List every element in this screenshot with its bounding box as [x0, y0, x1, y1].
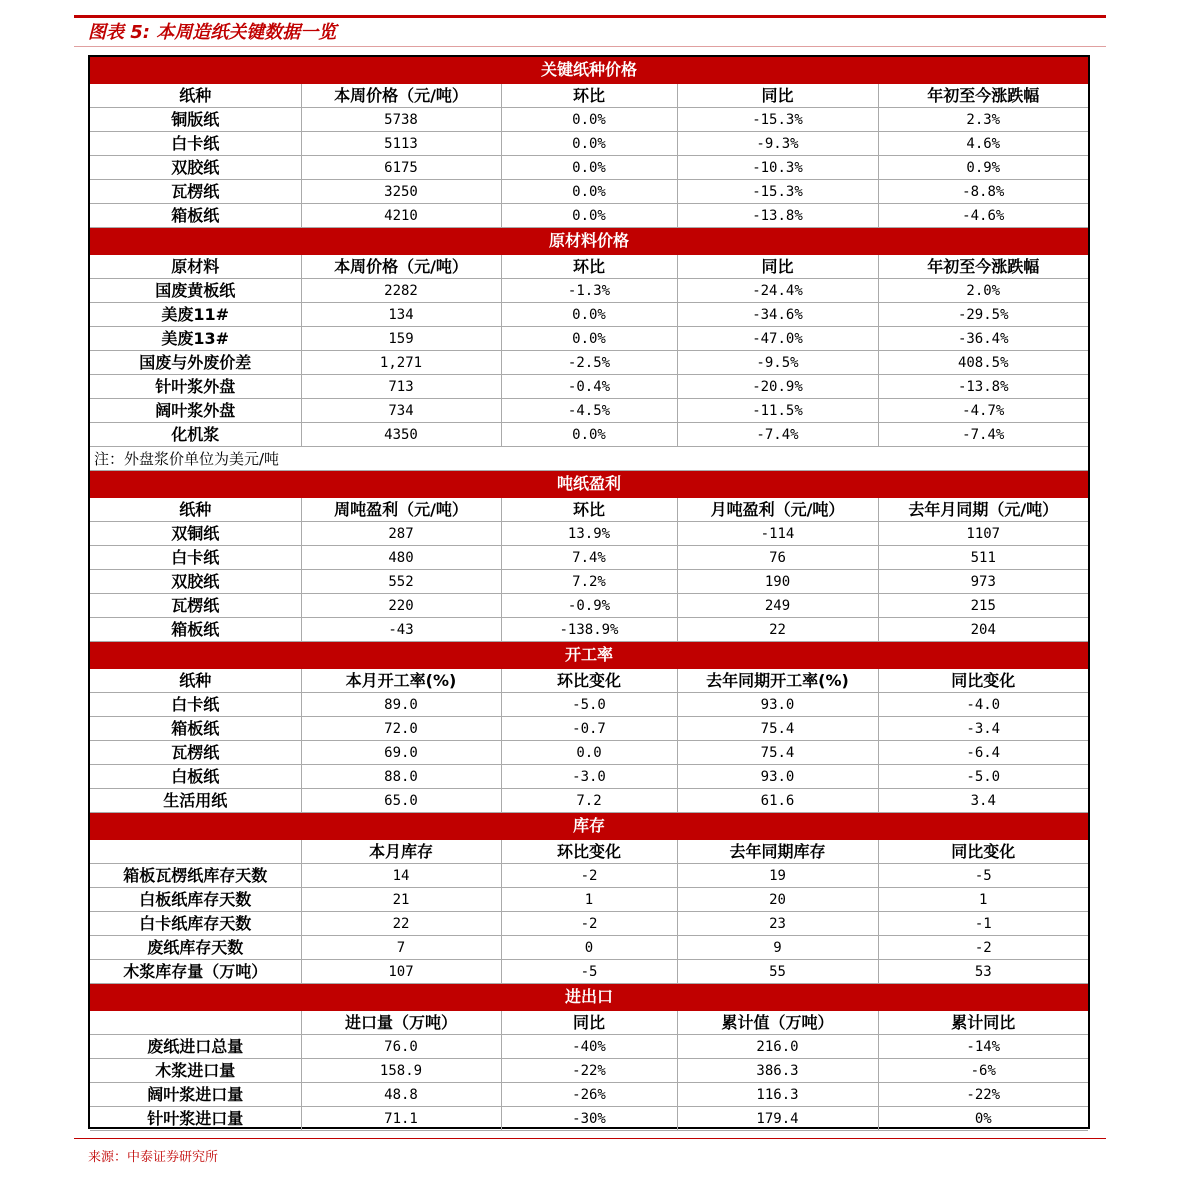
table-cell: 0.0% — [501, 108, 677, 132]
row-label: 白卡纸 — [90, 132, 301, 156]
table-cell: 0.0% — [501, 423, 677, 447]
row-label: 国废黄板纸 — [90, 279, 301, 303]
column-header: 去年同期库存 — [677, 840, 878, 864]
table-cell: -15.3% — [677, 180, 878, 204]
table-cell: 204 — [878, 618, 1088, 642]
table-row — [90, 279, 1088, 303]
row-label: 国废与外废价差 — [90, 351, 301, 375]
row-label: 针叶浆进口量 — [90, 1107, 301, 1131]
section-header-row — [90, 642, 1088, 669]
row-label: 瓦楞纸 — [90, 180, 301, 204]
section-title: 开工率 — [90, 642, 1088, 669]
title-underline — [74, 46, 1106, 47]
column-header: 同比变化 — [878, 840, 1088, 864]
row-label: 白板纸 — [90, 765, 301, 789]
table-cell: 55 — [677, 960, 878, 984]
row-label: 白卡纸库存天数 — [90, 912, 301, 936]
table-cell: 107 — [301, 960, 501, 984]
table-cell: 7.2 — [501, 789, 677, 813]
table-cell: 22 — [677, 618, 878, 642]
table-cell: 76.0 — [301, 1035, 501, 1059]
row-label: 瓦楞纸 — [90, 594, 301, 618]
column-header: 本月开工率(%) — [301, 669, 501, 693]
row-label: 双胶纸 — [90, 570, 301, 594]
table-row — [90, 204, 1088, 228]
table-cell: 287 — [301, 522, 501, 546]
table-cell: -138.9% — [501, 618, 677, 642]
section-header-row — [90, 984, 1088, 1011]
row-label: 瓦楞纸 — [90, 741, 301, 765]
table-cell: -2 — [501, 864, 677, 888]
column-header: 同比 — [501, 1011, 677, 1035]
table-cell: -6% — [878, 1059, 1088, 1083]
row-label: 双胶纸 — [90, 156, 301, 180]
table-cell: -0.9% — [501, 594, 677, 618]
table-cell: -40% — [501, 1035, 677, 1059]
table-cell: -5 — [878, 864, 1088, 888]
table-cell: 159 — [301, 327, 501, 351]
table-row — [90, 741, 1088, 765]
section-title: 进出口 — [90, 984, 1088, 1011]
column-header: 本月库存 — [301, 840, 501, 864]
table-row — [90, 132, 1088, 156]
table-cell: 53 — [878, 960, 1088, 984]
table-cell: -47.0% — [677, 327, 878, 351]
figure-title: 图表 5: 本周造纸关键数据一览 — [88, 22, 337, 43]
row-label: 美废11# — [90, 303, 301, 327]
table-cell: -2 — [878, 936, 1088, 960]
section-header-row — [90, 57, 1088, 84]
table-cell: 88.0 — [301, 765, 501, 789]
table-row — [90, 423, 1088, 447]
column-header: 环比 — [501, 84, 677, 108]
section-header-row — [90, 813, 1088, 840]
table-cell: 0.0% — [501, 327, 677, 351]
table-row — [90, 351, 1088, 375]
column-header: 环比变化 — [501, 840, 677, 864]
table-cell: -14% — [878, 1035, 1088, 1059]
table-cell: 216.0 — [677, 1035, 878, 1059]
column-header: 月吨盈利（元/吨） — [677, 498, 878, 522]
column-header: 同比 — [677, 255, 878, 279]
table-row — [90, 570, 1088, 594]
row-label: 箱板纸 — [90, 717, 301, 741]
row-label: 针叶浆外盘 — [90, 375, 301, 399]
table-cell: 0.0% — [501, 303, 677, 327]
row-label: 废纸库存天数 — [90, 936, 301, 960]
table-cell: 2.3% — [878, 108, 1088, 132]
table-cell: -34.6% — [677, 303, 878, 327]
column-header: 纸种 — [90, 669, 301, 693]
table-cell: -5.0 — [501, 693, 677, 717]
column-header: 本周价格（元/吨） — [301, 255, 501, 279]
table-cell: 22 — [301, 912, 501, 936]
row-label: 白卡纸 — [90, 546, 301, 570]
column-header: 周吨盈利（元/吨） — [301, 498, 501, 522]
table-cell: -13.8% — [878, 375, 1088, 399]
column-header: 同比 — [677, 84, 878, 108]
key-data-table-body — [90, 57, 1088, 1131]
table-cell: 552 — [301, 570, 501, 594]
column-header-row — [90, 1011, 1088, 1035]
section-title: 库存 — [90, 813, 1088, 840]
column-header: 纸种 — [90, 498, 301, 522]
table-cell: -4.0 — [878, 693, 1088, 717]
table-cell: 2.0% — [878, 279, 1088, 303]
column-header — [90, 1011, 301, 1035]
column-header: 累计值（万吨） — [677, 1011, 878, 1035]
table-cell: 72.0 — [301, 717, 501, 741]
table-cell: 1 — [878, 888, 1088, 912]
table-row — [90, 522, 1088, 546]
table-cell: -8.8% — [878, 180, 1088, 204]
table-cell: -3.0 — [501, 765, 677, 789]
column-header: 环比 — [501, 498, 677, 522]
table-cell: -13.8% — [677, 204, 878, 228]
table-row — [90, 888, 1088, 912]
column-header: 进口量（万吨） — [301, 1011, 501, 1035]
table-cell: 0 — [501, 936, 677, 960]
column-header: 去年月同期（元/吨） — [878, 498, 1088, 522]
table-cell: 7.4% — [501, 546, 677, 570]
column-header: 年初至今涨跌幅 — [878, 84, 1088, 108]
column-header: 环比变化 — [501, 669, 677, 693]
table-cell: 93.0 — [677, 765, 878, 789]
table-cell: -36.4% — [878, 327, 1088, 351]
table-cell: 408.5% — [878, 351, 1088, 375]
table-cell: 973 — [878, 570, 1088, 594]
table-cell: 0% — [878, 1107, 1088, 1131]
row-label: 废纸进口总量 — [90, 1035, 301, 1059]
row-label: 白卡纸 — [90, 693, 301, 717]
table-cell: 734 — [301, 399, 501, 423]
table-cell: -20.9% — [677, 375, 878, 399]
row-label: 木浆进口量 — [90, 1059, 301, 1083]
table-cell: 69.0 — [301, 741, 501, 765]
table-cell: -2.5% — [501, 351, 677, 375]
row-label: 木浆库存量（万吨） — [90, 960, 301, 984]
table-cell: 0.0 — [501, 741, 677, 765]
table-cell: 20 — [677, 888, 878, 912]
column-header: 年初至今涨跌幅 — [878, 255, 1088, 279]
row-label: 箱板瓦楞纸库存天数 — [90, 864, 301, 888]
table-cell: 0.0% — [501, 156, 677, 180]
table-row — [90, 693, 1088, 717]
table-cell: -43 — [301, 618, 501, 642]
table-cell: -0.7 — [501, 717, 677, 741]
table-cell: 158.9 — [301, 1059, 501, 1083]
table-row — [90, 936, 1088, 960]
section-header-row — [90, 471, 1088, 498]
row-label: 箱板纸 — [90, 618, 301, 642]
table-cell: -4.6% — [878, 204, 1088, 228]
table-cell: -11.5% — [677, 399, 878, 423]
row-label: 阔叶浆外盘 — [90, 399, 301, 423]
table-cell: 21 — [301, 888, 501, 912]
table-cell: 1,271 — [301, 351, 501, 375]
table-cell: 14 — [301, 864, 501, 888]
column-header-row — [90, 840, 1088, 864]
note-row — [90, 447, 1088, 471]
table-row — [90, 618, 1088, 642]
column-header: 环比 — [501, 255, 677, 279]
table-cell: 93.0 — [677, 693, 878, 717]
table-cell: 1107 — [878, 522, 1088, 546]
bottom-rule — [74, 1138, 1106, 1139]
column-header: 累计同比 — [878, 1011, 1088, 1035]
table-cell: 19 — [677, 864, 878, 888]
table-cell: 1 — [501, 888, 677, 912]
row-label: 美废13# — [90, 327, 301, 351]
table-cell: 23 — [677, 912, 878, 936]
table-row — [90, 108, 1088, 132]
table-row — [90, 960, 1088, 984]
table-cell: 2282 — [301, 279, 501, 303]
table-cell: 9 — [677, 936, 878, 960]
key-data-table — [90, 57, 1088, 1131]
table-cell: 89.0 — [301, 693, 501, 717]
table-cell: 480 — [301, 546, 501, 570]
column-header-row — [90, 498, 1088, 522]
table-cell: -5 — [501, 960, 677, 984]
table-row — [90, 864, 1088, 888]
source-note: 来源：中泰证券研究所 — [88, 1150, 219, 1165]
table-cell: 220 — [301, 594, 501, 618]
table-row — [90, 375, 1088, 399]
table-cell: 3250 — [301, 180, 501, 204]
table-row — [90, 717, 1088, 741]
row-label: 白板纸库存天数 — [90, 888, 301, 912]
table-cell: -7.4% — [677, 423, 878, 447]
table-row — [90, 789, 1088, 813]
table-row — [90, 1107, 1088, 1131]
table-cell: -15.3% — [677, 108, 878, 132]
table-note: 注：外盘浆价单位为美元/吨 — [90, 447, 1088, 471]
table-cell: -5.0 — [878, 765, 1088, 789]
table-cell: 76 — [677, 546, 878, 570]
table-cell: 116.3 — [677, 1083, 878, 1107]
table-row — [90, 594, 1088, 618]
table-row — [90, 1035, 1088, 1059]
table-cell: 5738 — [301, 108, 501, 132]
table-cell: 4350 — [301, 423, 501, 447]
table-cell: 215 — [878, 594, 1088, 618]
column-header-row — [90, 255, 1088, 279]
table-cell: 75.4 — [677, 741, 878, 765]
row-label: 阔叶浆进口量 — [90, 1083, 301, 1107]
table-row — [90, 546, 1088, 570]
table-cell: 71.1 — [301, 1107, 501, 1131]
table-cell: 13.9% — [501, 522, 677, 546]
table-cell: 7.2% — [501, 570, 677, 594]
table-cell: -1 — [878, 912, 1088, 936]
table-cell: 134 — [301, 303, 501, 327]
table-cell: 65.0 — [301, 789, 501, 813]
table-cell: 5113 — [301, 132, 501, 156]
column-header: 本周价格（元/吨） — [301, 84, 501, 108]
column-header: 纸种 — [90, 84, 301, 108]
section-title: 吨纸盈利 — [90, 471, 1088, 498]
table-cell: 48.8 — [301, 1083, 501, 1107]
table-cell: 61.6 — [677, 789, 878, 813]
table-cell: 713 — [301, 375, 501, 399]
table-cell: -30% — [501, 1107, 677, 1131]
table-cell: -4.7% — [878, 399, 1088, 423]
table-row — [90, 1059, 1088, 1083]
table-cell: 6175 — [301, 156, 501, 180]
table-cell: 0.0% — [501, 132, 677, 156]
column-header-row — [90, 84, 1088, 108]
table-cell: -22% — [501, 1059, 677, 1083]
column-header: 原材料 — [90, 255, 301, 279]
table-row — [90, 399, 1088, 423]
row-label: 生活用纸 — [90, 789, 301, 813]
table-row — [90, 180, 1088, 204]
table-row — [90, 912, 1088, 936]
column-header: 同比变化 — [878, 669, 1088, 693]
table-cell: 179.4 — [677, 1107, 878, 1131]
table-cell: -26% — [501, 1083, 677, 1107]
table-cell: 4210 — [301, 204, 501, 228]
table-cell: -2 — [501, 912, 677, 936]
table-cell: -10.3% — [677, 156, 878, 180]
table-cell: 4.6% — [878, 132, 1088, 156]
table-cell: -0.4% — [501, 375, 677, 399]
table-cell: 75.4 — [677, 717, 878, 741]
table-cell: -29.5% — [878, 303, 1088, 327]
table-row — [90, 765, 1088, 789]
table-row — [90, 156, 1088, 180]
table-cell: 3.4 — [878, 789, 1088, 813]
row-label: 双铜纸 — [90, 522, 301, 546]
table-cell: 0.0% — [501, 204, 677, 228]
table-row — [90, 327, 1088, 351]
section-title: 原材料价格 — [90, 228, 1088, 255]
table-cell: -3.4 — [878, 717, 1088, 741]
table-cell: 190 — [677, 570, 878, 594]
table-row — [90, 1083, 1088, 1107]
table-cell: -9.5% — [677, 351, 878, 375]
table-cell: 7 — [301, 936, 501, 960]
table-cell: 511 — [878, 546, 1088, 570]
table-cell: -4.5% — [501, 399, 677, 423]
row-label: 化机浆 — [90, 423, 301, 447]
table-cell: -7.4% — [878, 423, 1088, 447]
row-label: 铜版纸 — [90, 108, 301, 132]
table-cell: 0.0% — [501, 180, 677, 204]
section-title: 关键纸种价格 — [90, 57, 1088, 84]
table-cell: -22% — [878, 1083, 1088, 1107]
column-header: 去年同期开工率(%) — [677, 669, 878, 693]
table-row — [90, 303, 1088, 327]
table-cell: -1.3% — [501, 279, 677, 303]
table-cell: -24.4% — [677, 279, 878, 303]
column-header-row — [90, 669, 1088, 693]
table-cell: -9.3% — [677, 132, 878, 156]
table-cell: 249 — [677, 594, 878, 618]
table-cell: -114 — [677, 522, 878, 546]
row-label: 箱板纸 — [90, 204, 301, 228]
column-header — [90, 840, 301, 864]
section-header-row — [90, 228, 1088, 255]
table-cell: 386.3 — [677, 1059, 878, 1083]
table-cell: 0.9% — [878, 156, 1088, 180]
table-cell: -6.4 — [878, 741, 1088, 765]
